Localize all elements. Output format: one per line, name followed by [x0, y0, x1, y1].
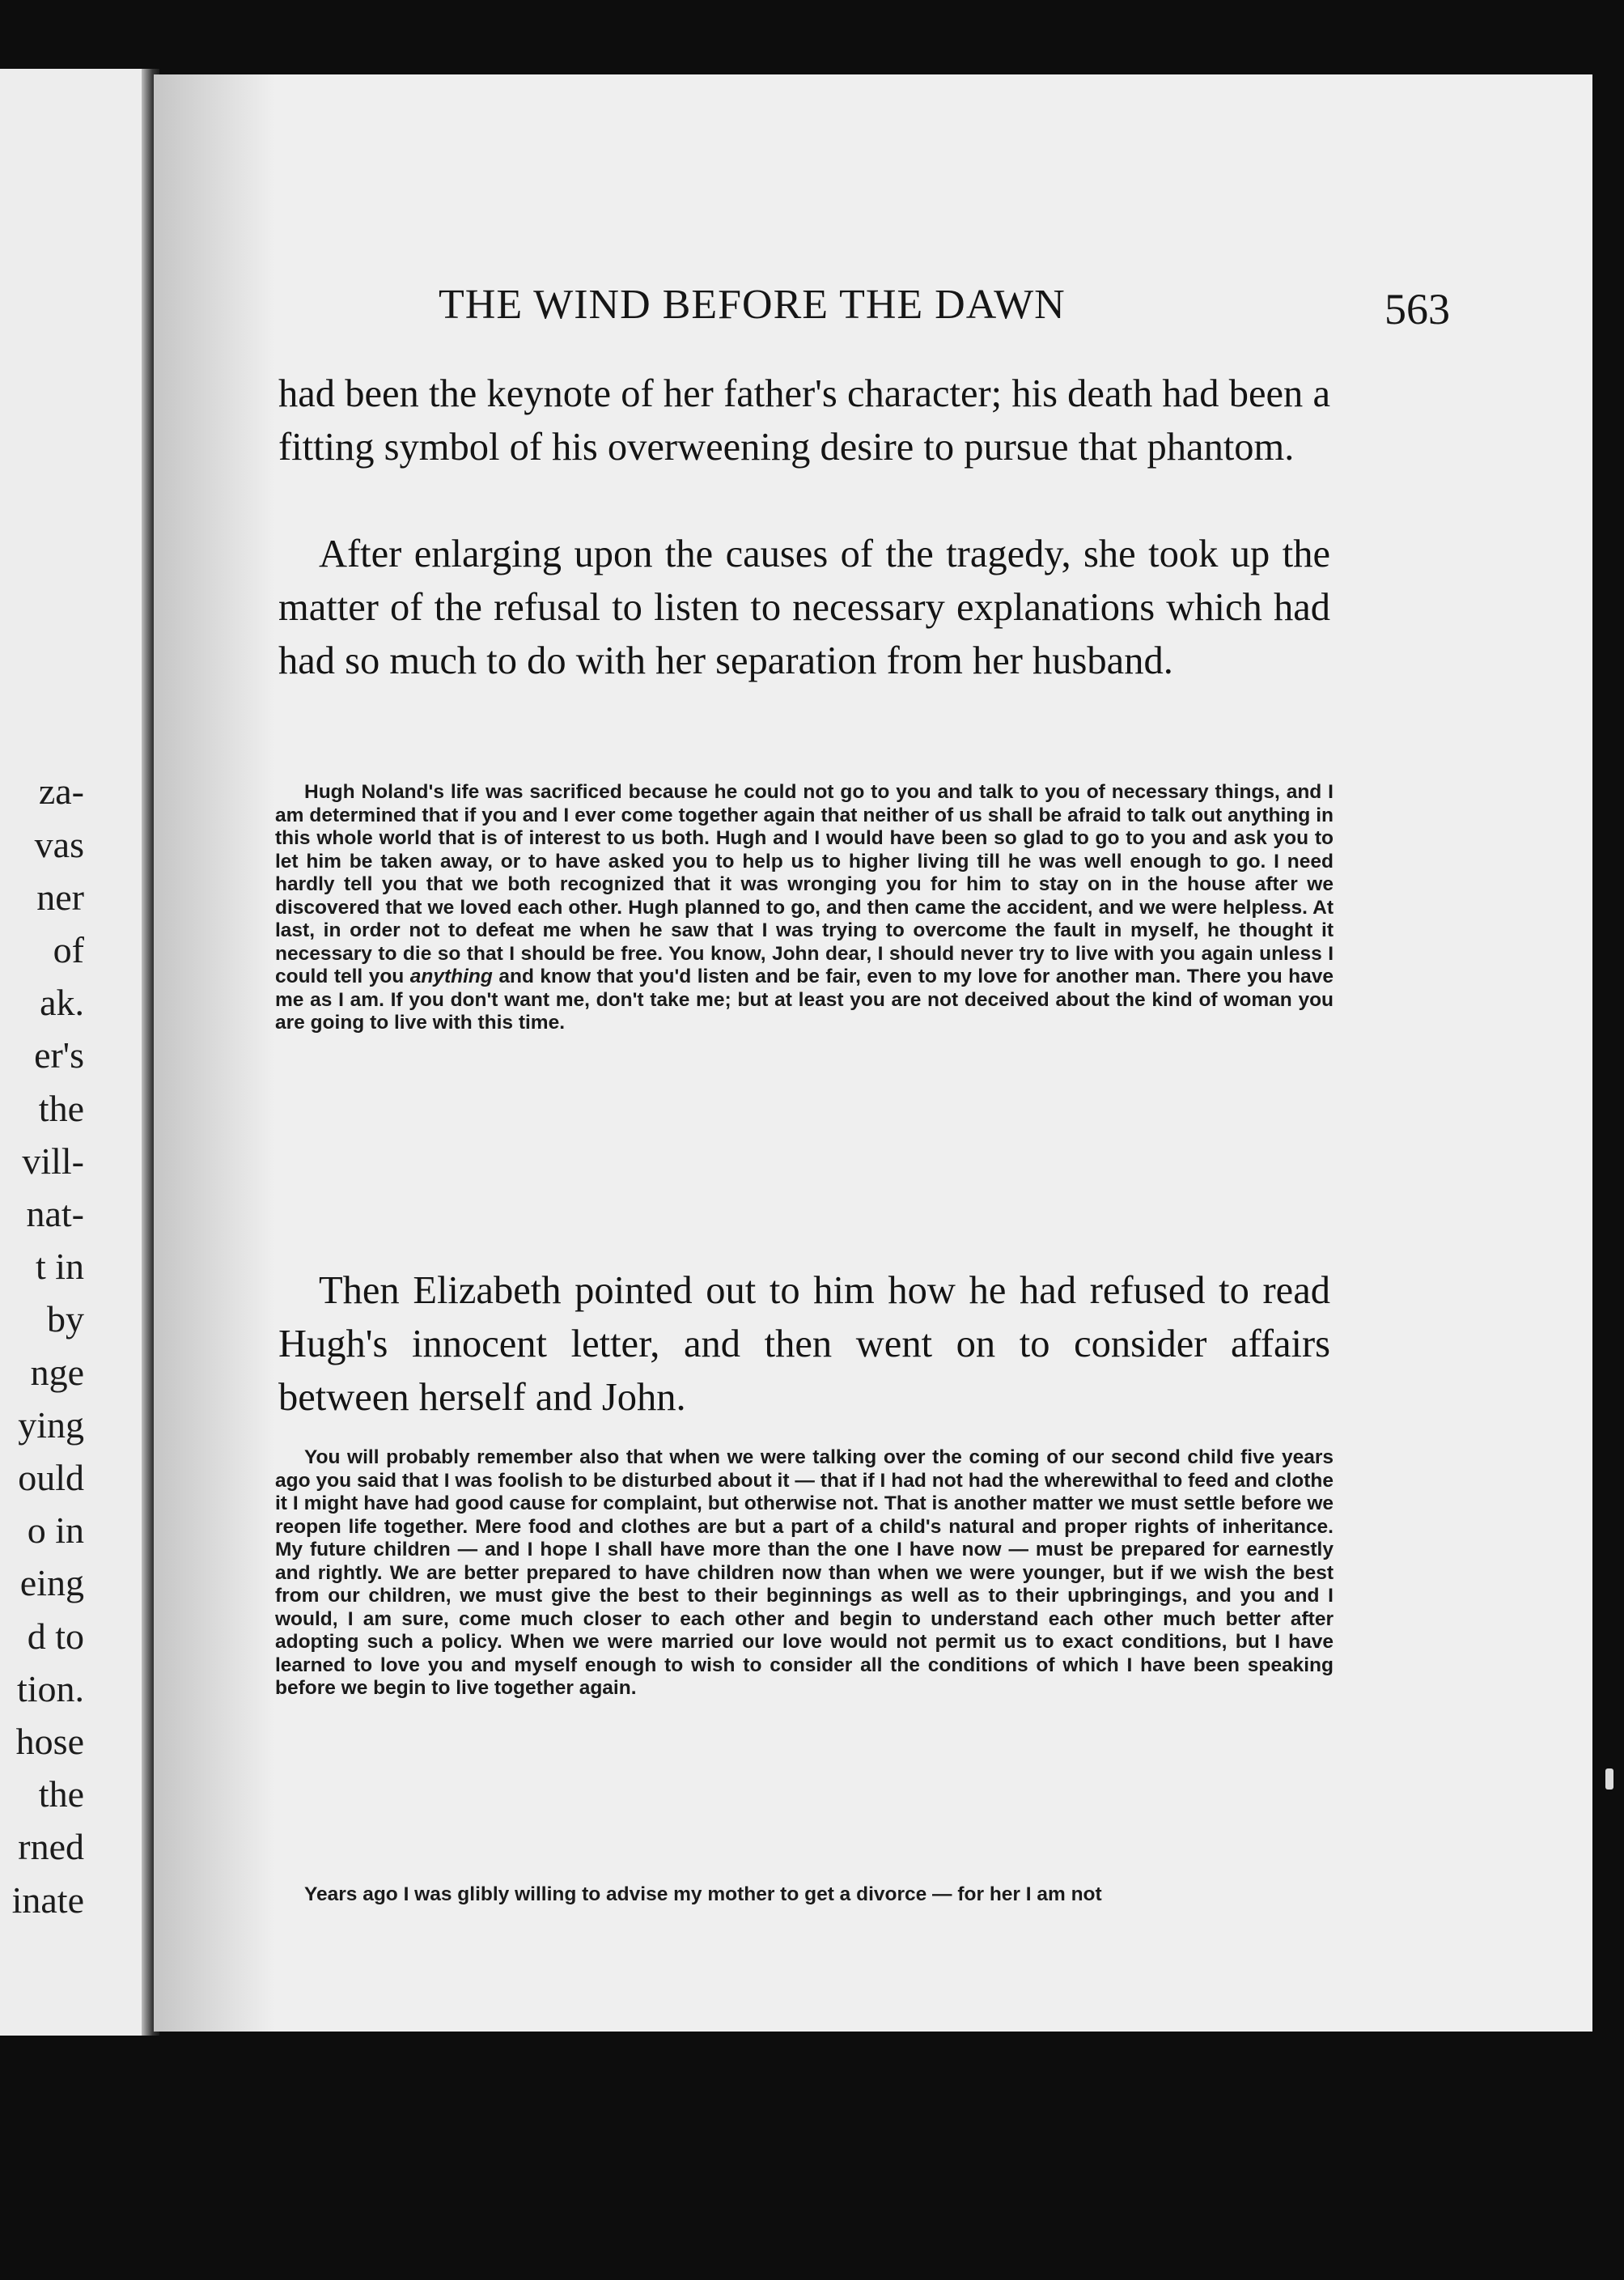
left-line-fragment: nat-	[26, 1193, 84, 1234]
left-line-fragment: d to	[27, 1616, 84, 1657]
running-title: THE WIND BEFORE THE DAWN	[439, 282, 1066, 328]
left-line-fragment: eing	[19, 1562, 84, 1603]
left-line-fragment: ying	[18, 1404, 84, 1446]
book-page	[154, 74, 1592, 2032]
emphasized-word: anything	[409, 966, 493, 987]
left-line-fragment: by	[47, 1298, 84, 1340]
left-line-fragment: za-	[38, 771, 84, 812]
left-line-fragment: rned	[18, 1826, 84, 1867]
page-curl-shadow	[154, 74, 275, 2032]
letter-excerpt-1-text: Hugh Noland's life was sacrificed because he could not go to you and talk to you of necessary things, and I am determined that if you and I ever come together again that neither of us shall be afraid to talk out anything in this whole world that is of interest to us both. Hugh and I would have been so glad to go to you and ask you to let him be taken away, or to have asked you to help us to higher living till he was well enough to go. I need hardly tell you that we both recognized that it was wronging you for him to stay on in the house after we discovered that we loved each other. Hugh planned to go, and then came the accident, and we were helpless. At last, in order not to defeat me when he saw that I was trying to overcome the fault in myself, he thought it necessary to die so that I should be free. You know, John dear, I should never try to live with you again unless I could tell you	[275, 781, 1334, 987]
letter-excerpt-1-end: and know that you'd listen and be fair, even to my love for another man. There you have me as I am. If you don't want me, don't take me; but at least you are not deceived about the kind of woman you are going to live with this time.	[275, 966, 1334, 1034]
letter-excerpt-2: You will probably remember also that when we were talking over the coming of our second child five years ago you said that I was foolish to be disturbed about it — that if I had not had the wherewithal to feed and clothe it I might have had good cause for complaint, but otherwise not. That is another matter we must settle before we reopen life together. Mere food and clothes are but a part of a child's natural and proper rights of inheritance. My future children — and I hope I shall have more than the one I have now — must be prepared for earnestly and rightly. We are better prepared to have children now than when we were younger, but if we wish the best from our children, we must give the best to their beginnings as well as to their upbringings, and you and I would, I am sure, come much closer to each other and begin to understand each other much better after adopting such a policy. When we were married our love would not permit us to exact conditions, but I have learned to love you and myself enough to wish to consider all the conditions of which I have been speaking before we begin to live together again.	[275, 1446, 1334, 1699]
page-number: 563	[1384, 285, 1450, 333]
left-line-fragment: t in	[35, 1246, 84, 1287]
left-line-fragment: o in	[27, 1509, 84, 1551]
left-line-fragment: the	[38, 1773, 84, 1815]
left-line-fragment: vas	[34, 824, 84, 865]
left-line-fragment: ould	[18, 1457, 84, 1498]
left-line-fragment: er's	[34, 1034, 84, 1076]
left-line-fragment: nge	[30, 1352, 84, 1393]
left-line-fragment: inate	[11, 1879, 84, 1921]
left-line-fragment: of	[53, 929, 84, 970]
left-line-fragment: tion.	[16, 1668, 84, 1709]
body-paragraph: Then Elizabeth pointed out to him how he had refused to read Hugh's innocent letter, and then went on to consider affairs between herself and John.	[278, 1269, 1330, 1419]
scan-edge-mark	[1605, 1768, 1613, 1790]
letter-excerpt-1	[275, 781, 1334, 1035]
body-paragraph-continued: had been the keynote of her father's character; his death had been a fitting symbol of his overweening desire to pursue that phantom.	[278, 372, 1330, 469]
left-line-fragment: ner	[36, 877, 84, 918]
left-line-fragment: vill-	[22, 1140, 84, 1182]
body-paragraph: After enlarging upon the causes of the tragedy, she took up the matter of the refusal to listen to necessary explanations which had had so much to do with her separation from her husband.	[278, 533, 1330, 682]
previous-page-edge	[0, 69, 147, 2036]
running-head	[439, 281, 1450, 338]
letter-excerpt-3: Years ago I was glibly willing to advise my mother to get a divorce — for her I am not	[304, 1883, 1102, 1905]
left-line-fragment: ak.	[40, 982, 84, 1023]
left-line-fragment: hose	[15, 1721, 84, 1762]
left-line-fragment: the	[38, 1088, 84, 1129]
